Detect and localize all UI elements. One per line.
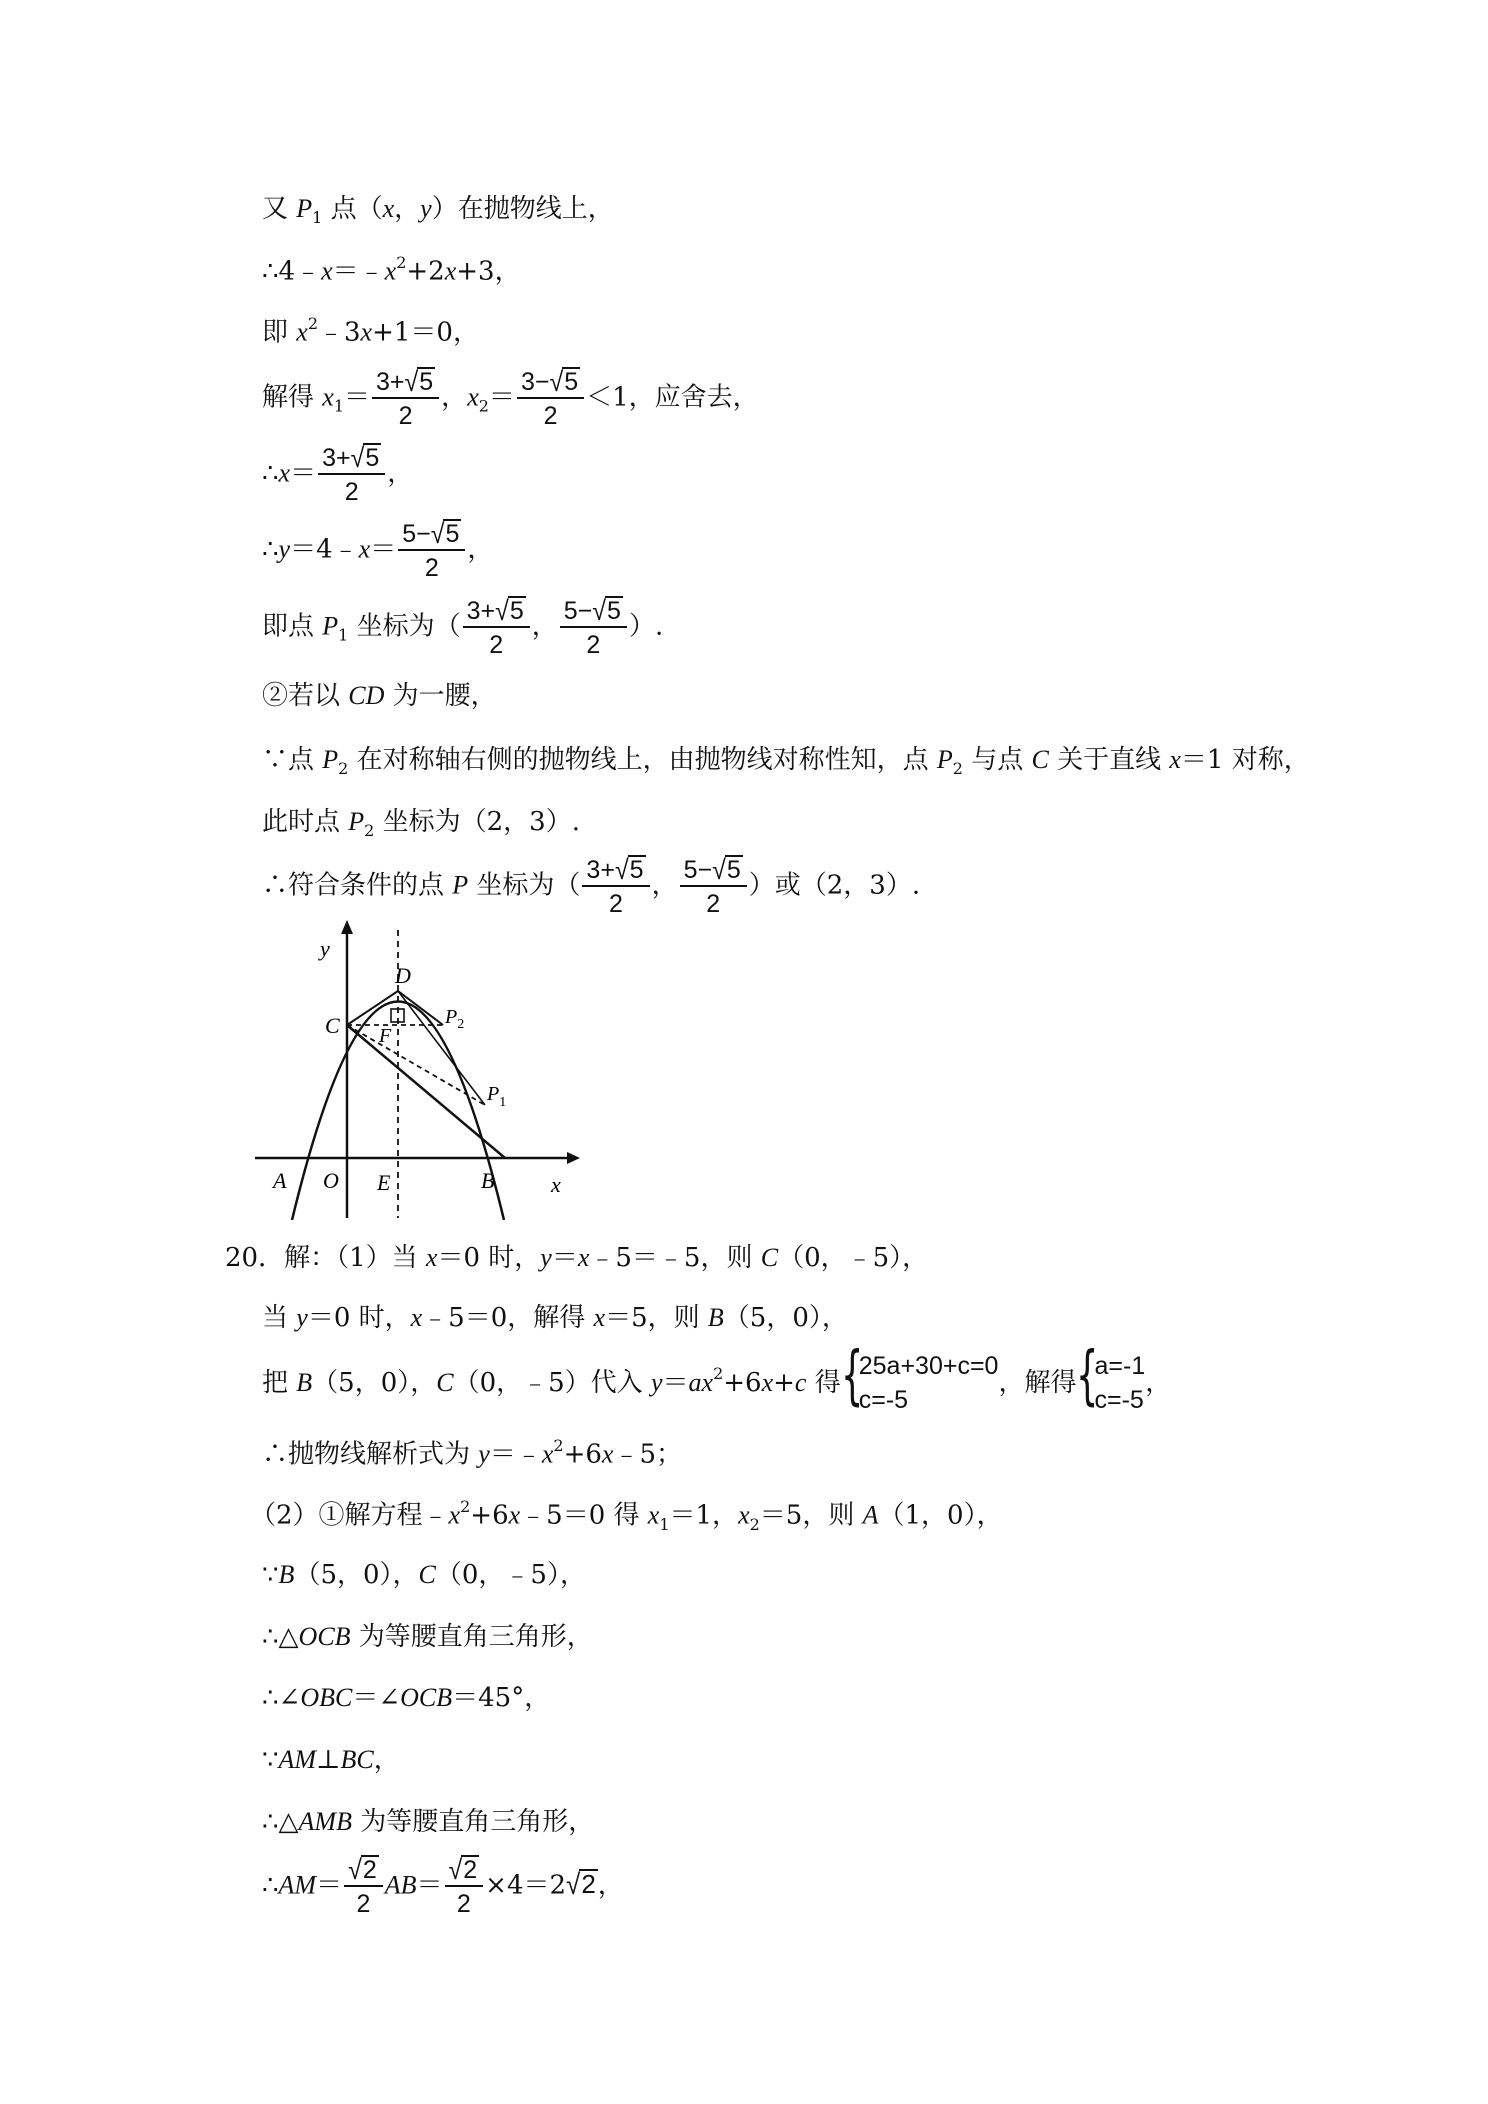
fraction: $\frac{√2}{2}$ <box>344 1855 383 1918</box>
solution-line-2: $\therefore 4﹣x=﹣x^2+2x+3$， <box>262 253 521 287</box>
solution-line-10: 此时点 $P_2$ 坐标为（2，3）. <box>262 807 580 841</box>
solution-line-7: 即点 $P_1$ 坐标为（ $\frac{3+√5}{2}$ ， $\frac{5-√5}{2}$ ）. <box>262 595 664 660</box>
solution-line-22: ∴AM＝ $\frac{√2}{2}$ AB＝ $\frac{√2}{2}$ ×4＝2√2， <box>262 1854 624 1919</box>
solution-line-9: ∵点 $P_2$ 在对称轴右侧的抛物线上，由抛物线对称性知，点 $P_2$ 与点 C 关于直线 x＝1 对称， <box>262 745 1310 779</box>
solution-line-20: ∵AM⊥BC， <box>262 1745 400 1775</box>
solution-line-19: ∴∠OBC＝∠OCB＝45°， <box>262 1683 551 1713</box>
solution-line-17: ∵B（5，0），C（0，﹣5）， <box>262 1560 586 1590</box>
solution-line-16: （2）①解方程$﹣x^2+6x﹣5=0$ 得 $x_1=1$，$x_2=5$，则 A（1，0）， <box>250 1497 1003 1534</box>
solution-line-13: 当 y＝0 时，x﹣5＝0，解得 x＝5，则 B（5，0）， <box>262 1303 848 1333</box>
point-D-label: D <box>395 963 411 988</box>
question-20-header: 20．解：（1）当 x＝0 时，y＝x﹣5＝﹣5，则 C（0，﹣5）， <box>225 1243 929 1273</box>
point-P1-label: $P_1$ <box>487 1083 507 1110</box>
solution-line-15: ∴抛物线解析式为 $y=﹣x^2+6x﹣5$； <box>262 1436 682 1470</box>
equation-system: { 25a+30+c=0 c=-5 <box>840 1339 999 1414</box>
point-F-label: F <box>379 1025 392 1047</box>
point-C-label: C <box>325 1013 340 1038</box>
fraction: $\frac{3-√5}{2}$ <box>517 367 584 430</box>
solution-line-3: 即 $x^2﹣3x+1=0$， <box>262 314 479 348</box>
segment-CP1 <box>347 1025 485 1105</box>
fraction: $\frac{3+√5}{2}$ <box>318 443 385 506</box>
fraction: $\frac{√2}{2}$ <box>445 1855 484 1918</box>
point-O-label: O <box>323 1168 339 1193</box>
fraction: $\frac{3+√5}{2}$ <box>372 367 439 430</box>
solution-line-6: ∴y＝4﹣x＝ $\frac{5-√5}{2}$ ， <box>262 518 494 583</box>
fraction: $\frac{5-√5}{2}$ <box>680 855 747 918</box>
y-axis-label: y <box>320 936 330 961</box>
point-A-label: A <box>273 1168 287 1193</box>
point-P2-label: $P_2$ <box>445 1006 465 1032</box>
solution-line-5: ∴x＝ $\frac{3+√5}{2}$ ， <box>262 442 414 507</box>
segment-DP1 <box>398 991 485 1105</box>
solution-line-18: ∴△OCB 为等腰直角三角形， <box>262 1622 593 1652</box>
equation-system-solution: { a=-1 c=-5 <box>1076 1339 1146 1414</box>
solution-line-14: 把 B（5，0），C（0，﹣5）代入 $y=ax^2+6x+c$ 得 { 25a+30+c=0 c=-5 ，解得 { a=-1 c=-5 ， <box>262 1350 1171 1418</box>
solution-line-1: 又 $P_1$ 点（x，y）在抛物线上， <box>262 194 614 228</box>
x-axis-arrow <box>567 1152 580 1164</box>
solution-line-11: ∴符合条件的点 P 坐标为（ $\frac{3+√5}{2}$ ， $\frac{5-√5}{2}$ ）或（2，3）. <box>262 854 921 919</box>
fraction: $\frac{3+√5}{2}$ <box>582 855 649 918</box>
point-E-label: E <box>377 1170 391 1195</box>
solution-line-8: ②若以 CD 为一腰， <box>262 681 497 711</box>
solution-line-21: ∴△AMB 为等腰直角三角形， <box>262 1807 595 1837</box>
x-axis-label: x <box>551 1172 561 1197</box>
y-axis-arrow <box>341 920 353 934</box>
solution-line-4: 解得 $x_1=$ $\frac{3+√5}{2}$ ，$x_2=$ $\frac{3-√5}{2}$ ＜1，应舍去， <box>262 366 759 431</box>
segment-CB <box>347 1025 505 1158</box>
parabola-figure <box>255 920 585 1220</box>
fraction: $\frac{5-√5}{2}$ <box>398 519 465 582</box>
fraction: $\frac{5-√5}{2}$ <box>560 596 627 659</box>
fraction: $\frac{3+√5}{2}$ <box>463 596 530 659</box>
point-B-label: B <box>481 1168 495 1193</box>
